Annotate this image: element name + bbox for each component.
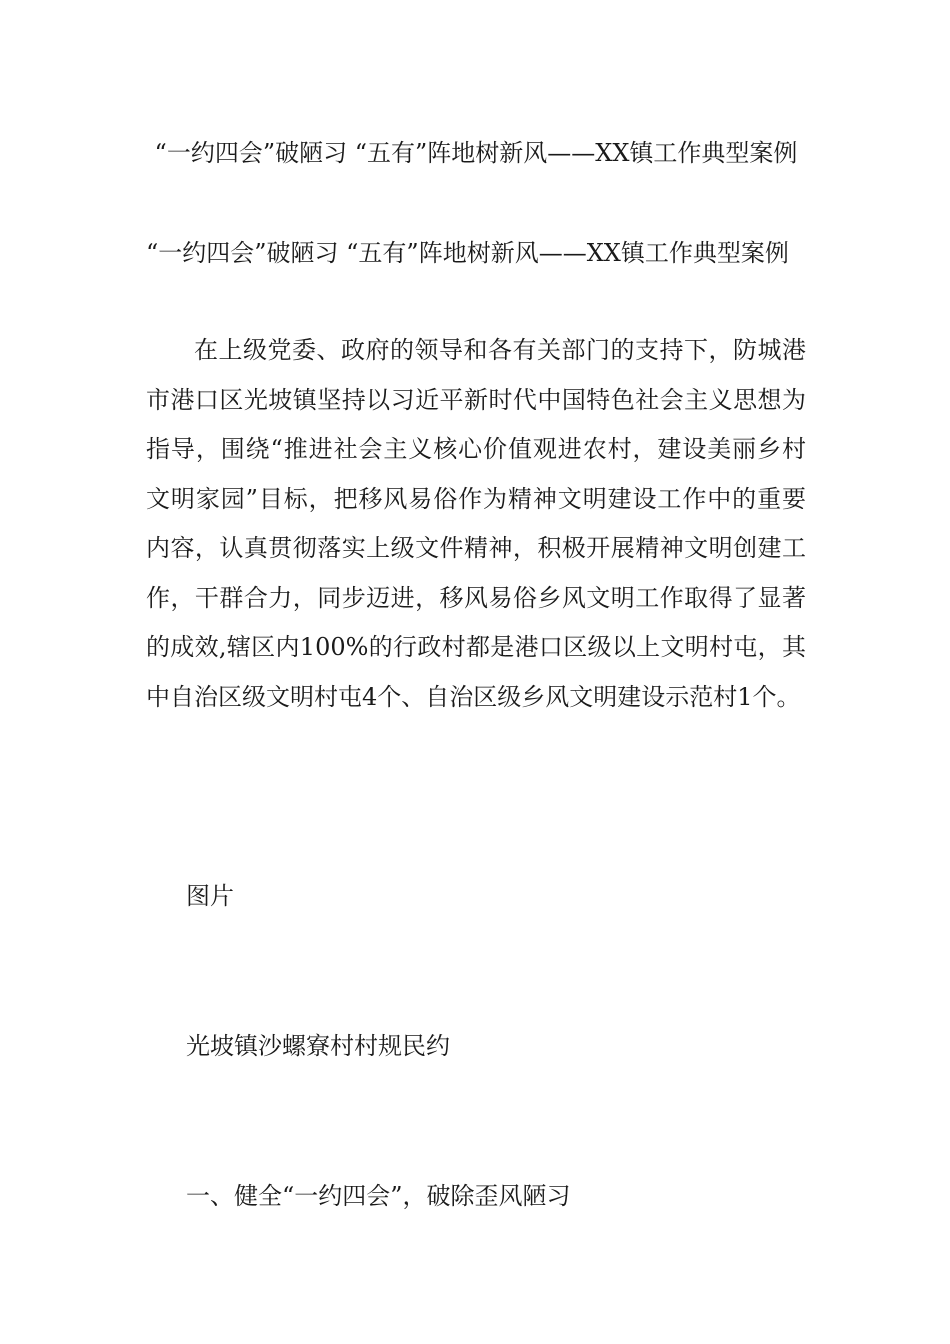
figure-caption: 光坡镇沙螺寮村村规民约 bbox=[186, 1032, 450, 1060]
document-title: “一约四会”破陋习 “五有”阵地树新风——XX镇工作典型案例 bbox=[154, 139, 798, 167]
document-subtitle: “一约四会”破陋习 “五有”阵地树新风——XX镇工作典型案例 bbox=[146, 239, 789, 267]
section-heading: 一、健全“一约四会”，破除歪风陋习 bbox=[186, 1182, 571, 1210]
figure-placeholder-label: 图片 bbox=[186, 882, 234, 910]
body-paragraph: 在上级党委、政府的领导和各有关部门的支持下，防城港市港口区光坡镇坚持以习近平新时代中国特色社会主义思想为指导，围绕“推进社会主义核心价值观进农村，建设美丽乡村文明家园”目标，把移风易俗作为精神文明建设工作中的重要内容，认真贯彻落实上级文件精神，积极开展精神文明创建工作，干群合力，同步迈进，移风易俗乡风文明工作取得了显著的成效,辖区内100%的行政村都是港口区级以上文明村屯，其中自治区级文明村屯4个、自治区级乡风文明建设示范村1个。 bbox=[146, 336, 806, 711]
